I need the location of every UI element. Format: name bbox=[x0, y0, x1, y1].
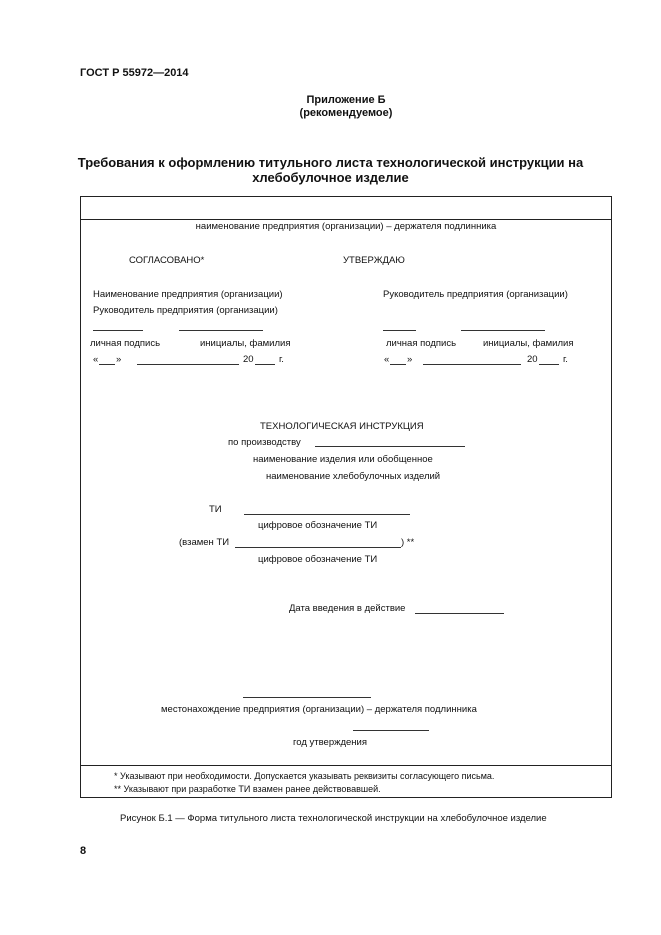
holder-line bbox=[81, 219, 611, 220]
year-caption: год утверждения bbox=[293, 737, 368, 748]
approve-label: УТВЕРЖДАЮ bbox=[343, 255, 405, 266]
replace-close: ) ** bbox=[401, 537, 415, 548]
agreed-date-close: » bbox=[116, 354, 122, 365]
agreed-head-line: Руководитель предприятия (организации) bbox=[93, 305, 278, 316]
page-number: 8 bbox=[80, 845, 87, 857]
agreed-month-blank bbox=[137, 364, 239, 365]
agreed-label: СОГЛАСОВАНО* bbox=[129, 255, 205, 266]
footnote-1: * Указывают при необходимости. Допускается указывать реквизиты согласующего письма. bbox=[114, 771, 495, 781]
ti-label: ТИ bbox=[209, 504, 222, 515]
product-caption-1: наименование изделия или обобщенное bbox=[253, 454, 433, 465]
agreed-year-suffix: г. bbox=[279, 354, 284, 365]
approve-date-open: « bbox=[384, 354, 390, 365]
ti-caption: цифровое обозначение ТИ bbox=[258, 520, 378, 531]
approve-day-blank bbox=[390, 364, 406, 365]
footnote-divider bbox=[81, 765, 611, 766]
approve-sign-blank bbox=[383, 330, 416, 331]
effective-date-label: Дата введения в действие bbox=[289, 603, 406, 614]
title-page-form bbox=[80, 196, 612, 798]
effective-date-blank bbox=[415, 613, 504, 614]
agreed-sign-blank bbox=[93, 330, 143, 331]
agreed-day-blank bbox=[99, 364, 115, 365]
approve-name-caption: инициалы, фамилия bbox=[483, 338, 574, 349]
production-blank bbox=[315, 446, 465, 447]
approve-head-line: Руководитель предприятия (организации) bbox=[383, 289, 568, 300]
appendix-kind: (рекомендуемое) bbox=[299, 107, 393, 119]
approve-month-blank bbox=[423, 364, 521, 365]
approve-date-close: » bbox=[407, 354, 413, 365]
doc-title: ТЕХНОЛОГИЧЕСКАЯ ИНСТРУКЦИЯ bbox=[260, 421, 424, 432]
approve-sign-caption: личная подпись bbox=[386, 338, 457, 349]
agreed-date-open: « bbox=[93, 354, 99, 365]
replace-blank bbox=[235, 547, 401, 548]
approve-year-suffix: г. bbox=[563, 354, 568, 365]
section-heading-line2: хлебобулочное изделие bbox=[252, 170, 409, 185]
approve-name-blank bbox=[461, 330, 545, 331]
agreed-name-blank bbox=[179, 330, 263, 331]
location-caption: местонахождение предприятия (организации) – держателя подлинника bbox=[161, 704, 477, 715]
year-blank bbox=[353, 730, 429, 731]
product-caption-2: наименование хлебобулочных изделий bbox=[266, 471, 441, 482]
standard-code: ГОСТ Р 55972—2014 bbox=[80, 67, 189, 79]
approve-year: 20 bbox=[527, 354, 538, 365]
location-blank bbox=[243, 697, 371, 698]
ti-blank bbox=[244, 514, 410, 515]
figure-caption: Рисунок Б.1 — Форма титульного листа технологической инструкции на хлебобулочное изделие bbox=[120, 813, 547, 824]
holder-caption: наименование предприятия (организации) – держателя подлинника bbox=[195, 221, 497, 232]
agreed-org-line: Наименование предприятия (организации) bbox=[93, 289, 283, 300]
agreed-year-blank bbox=[255, 364, 275, 365]
approve-year-blank bbox=[539, 364, 559, 365]
agreed-name-caption: инициалы, фамилия bbox=[200, 338, 291, 349]
replace-caption: цифровое обозначение ТИ bbox=[258, 554, 378, 565]
agreed-sign-caption: личная подпись bbox=[90, 338, 161, 349]
production-label: по производству bbox=[228, 437, 301, 448]
footnote-2: ** Указывают при разработке ТИ взамен ранее действовавшей. bbox=[114, 784, 381, 794]
replace-open: (взамен ТИ bbox=[179, 537, 230, 548]
appendix-title: Приложение Б bbox=[306, 94, 386, 106]
agreed-year: 20 bbox=[243, 354, 254, 365]
section-heading-line1: Требования к оформлению титульного листа технологической инструкции на bbox=[77, 155, 584, 170]
